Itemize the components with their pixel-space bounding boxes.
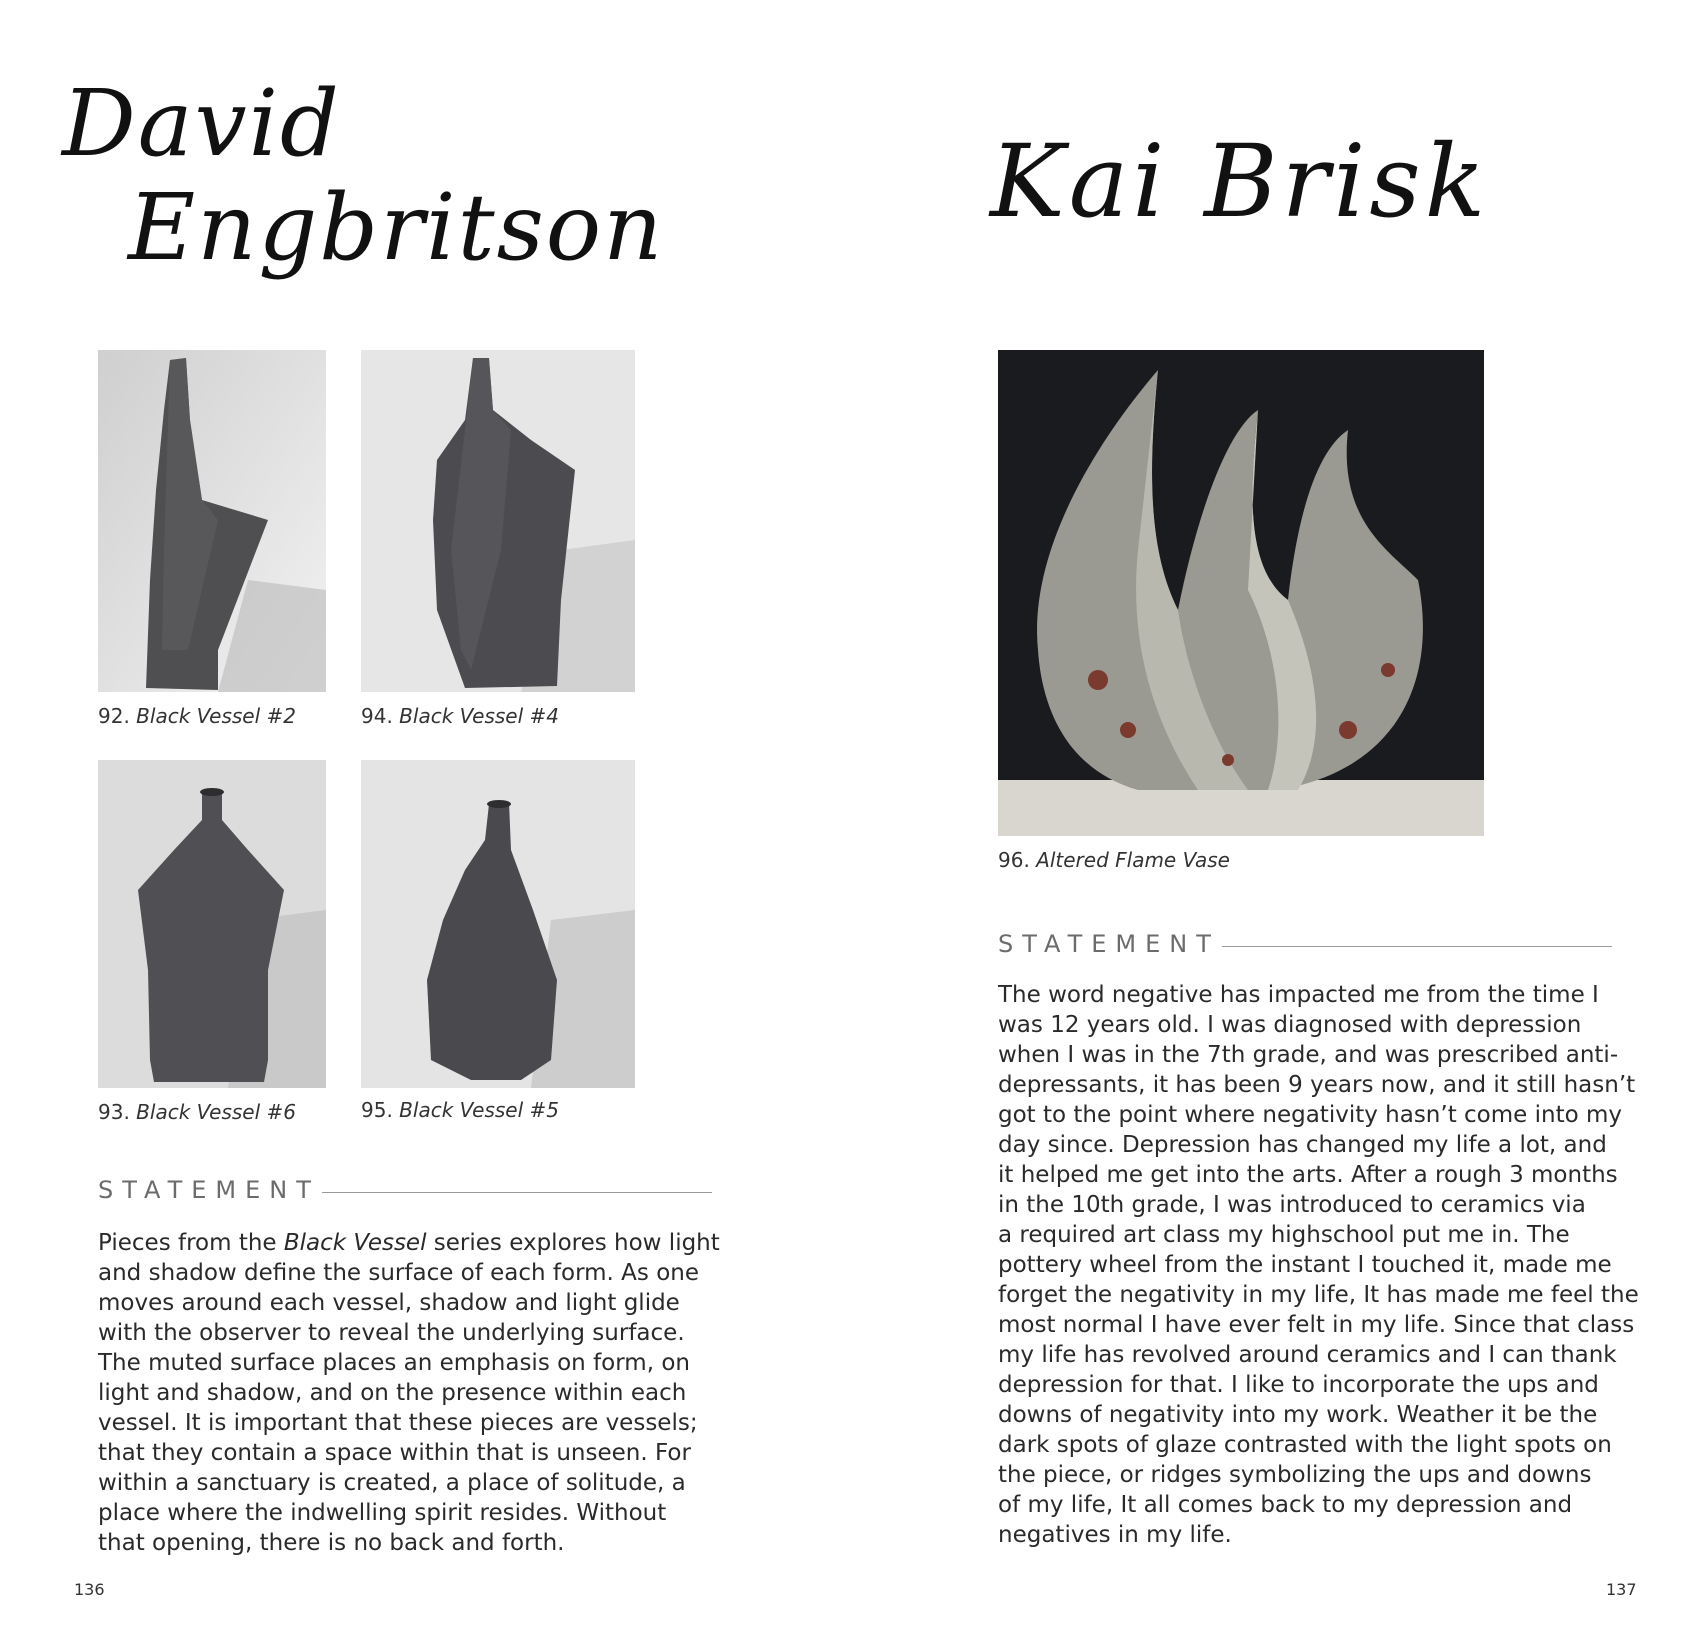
statement-heading [998,930,1612,958]
statement-text [98,1228,720,1558]
statement-heading [98,1176,712,1204]
statement-line: the piece, or ridges symbolizing the ups and downs [998,1462,1592,1488]
statement-line: negatives in my life. [998,1522,1232,1548]
statement-line: a required art class my highschool put me in. The [998,1222,1570,1248]
artist-name-first: David [62,70,341,177]
statement-line: it helped me get into the arts. After a rough 3 months [998,1162,1618,1188]
caption-work-93 [98,1100,296,1124]
statement-line: got to the point where negativity hasn’t come into my [998,1102,1622,1128]
work-number: 93. [98,1100,130,1124]
statement-label: STATEMENT [98,1176,320,1204]
statement-line: forget the negativity in my life, It has made me feel the [998,1282,1639,1308]
statement-line: vessel. It is important that these pieces are vessels; [98,1410,698,1436]
caption-work-92 [98,704,296,728]
statement-line: with the observer to reveal the underlying surface. [98,1320,685,1346]
photo-black-vessel-2 [98,350,326,692]
statement-line: when I was in the 7th grade, and was prescribed anti- [998,1042,1619,1068]
photo-black-vessel-6 [98,760,326,1088]
statement-line: that they contain a space within that is unseen. For [98,1440,691,1466]
work-number: 96. [998,848,1030,872]
photo-altered-flame-vase [998,350,1484,836]
photo-black-vessel-5 [361,760,635,1088]
caption-work-95 [361,1098,559,1122]
statement-line: The word negative has impacted me from the time I [998,982,1599,1008]
work-number: 92. [98,704,130,728]
statement-line: downs of negativity into my work. Weather it be the [998,1402,1598,1428]
work-title: Black Vessel #2 [136,704,296,728]
divider [322,1192,712,1193]
work-title: Black Vessel #4 [399,704,559,728]
work-title: Black Vessel #6 [136,1100,296,1124]
statement-line: The muted surface places an emphasis on form, on [98,1350,690,1376]
statement-line: my life has revolved around ceramics and I can thank [998,1342,1617,1368]
artist-name: Kai Brisk [990,123,1490,240]
caption-work-94 [361,704,559,728]
statement-line: moves around each vessel, shadow and light glide [98,1290,680,1316]
artist-name-last: Engbritson [128,174,665,281]
statement-line: dark spots of glaze contrasted with the light spots on [998,1432,1612,1458]
statement-line: within a sanctuary is created, a place of solitude, a [98,1470,686,1496]
work-title: Altered Flame Vase [1036,848,1230,872]
divider [1222,946,1612,947]
statement-text [998,980,1639,1550]
photo-black-vessel-4 [361,350,635,692]
right-page [850,0,1700,1650]
statement-line: was 12 years old. I was diagnosed with depression [998,1012,1582,1038]
statement-line: place where the indwelling spirit resides. Without [98,1500,667,1526]
page-number: 136 [74,1580,105,1599]
statement-line: depression for that. I like to incorporate the ups and [998,1372,1599,1398]
work-number: 94. [361,704,393,728]
page-number: 137 [1606,1580,1637,1599]
statement-line: light and shadow, and on the presence within each [98,1380,687,1406]
statement-line: day since. Depression has changed my life a lot, and [998,1132,1607,1158]
statement-line: Pieces from the Black Vessel series explores how light [98,1230,720,1256]
statement-line: and shadow define the surface of each form. As one [98,1260,700,1286]
statement-line: depressants, it has been 9 years now, and it still hasn’t [998,1072,1636,1098]
work-number: 95. [361,1098,393,1122]
work-title: Black Vessel #5 [399,1098,559,1122]
statement-line: of my life, It all comes back to my depression and [998,1492,1573,1518]
caption-work-96 [998,848,1230,872]
statement-line: most normal I have ever felt in my life. Since that class [998,1312,1635,1338]
statement-line: pottery wheel from the instant I touched it, made me [998,1252,1612,1278]
statement-line: that opening, there is no back and forth. [98,1530,565,1556]
statement-line: in the 10th grade, I was introduced to ceramics via [998,1192,1586,1218]
statement-label: STATEMENT [998,930,1220,958]
